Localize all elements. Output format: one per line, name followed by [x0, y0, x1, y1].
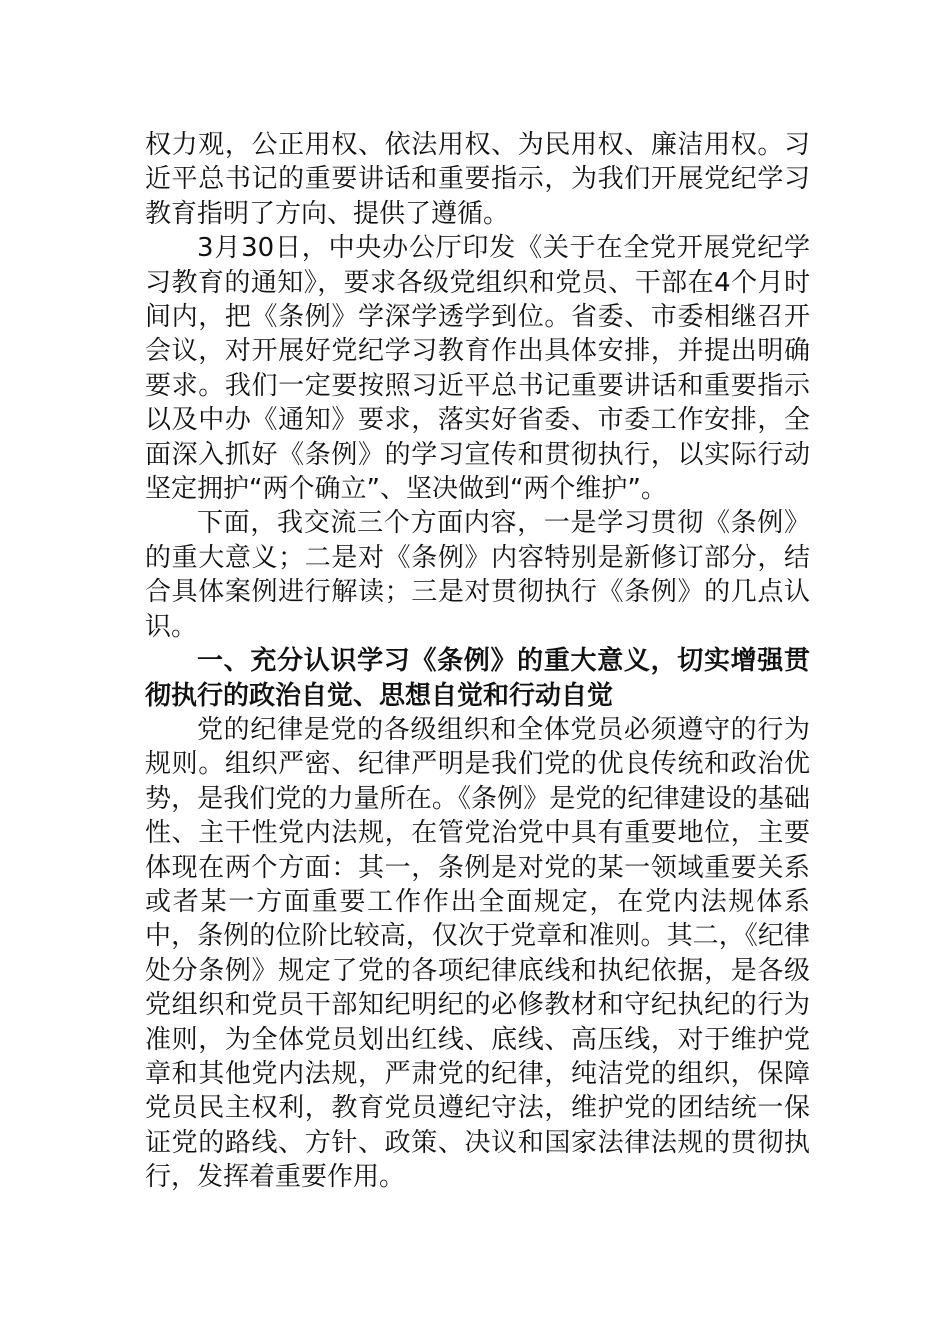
paragraph-continued: 权力观，公正用权、依法用权、为民用权、廉洁用权。习近平总书记的重要讲话和重要指示，为我们开展党纪学习教育指明了方向、提供了遵循。: [145, 130, 810, 229]
section-heading-1: 一、充分认识学习《条例》的重大意义，切实增强贯彻执行的政治自觉、思想自觉和行动自觉: [145, 646, 810, 711]
paragraph-discipline: 党的纪律是党的各级组织和全体党员必须遵守的行为规则。组织严密、纪律严明是我们党的优良传统和政治优势，是我们党的力量所在。《条例》是党的纪律建设的基础性、主干性党内法规，在管党治党中具有重要地位，主要体现在两个方面：其一，条例是对党的某一领域重要关系或者某一方面重要工作作出全面规定，在党内法规体系中，条例的位阶比较高，仅次于党章和准则。其二，《纪律处分条例》规定了党的各项纪律底线和执纪依据，是各级党组织和党员干部知纪明纪的必修教材和守纪执纪的行为准则，为全体党员划出红线、底线、高压线，对于维护党章和其他党内法规，严肃党的纪律，纯洁党的组织，保障党员民主权利，教育党员遵纪守法，维护党的团结统一保证党的路线、方针、政策、决议和国家法律法规的贯彻执行，发挥着重要作用。: [145, 714, 810, 1193]
paragraph-outline: 下面，我交流三个方面内容，一是学习贯彻《条例》的重大意义；二是对《条例》内容特别是新修订部分，结合具体案例进行解读；三是对贯彻执行《条例》的几点认识。: [145, 508, 810, 642]
document-body: [145, 128, 810, 1195]
paragraph-notice: 3月30日，中央办公厅印发《关于在全党开展党纪学习教育的通知》，要求各级党组织和党员、干部在4个月时间内，把《条例》学深学透学到位。省委、市委相继召开会议，对开展好党纪学习教育作出具体安排，并提出明确要求。我们一定要按照习近平总书记重要讲话和重要指示以及中办《通知》要求，落实好省委、市委工作安排，全面深入抓好《条例》的学习宣传和贯彻执行，以实际行动坚定拥护“两个确立”、坚决做到“两个维护”。: [145, 233, 810, 505]
